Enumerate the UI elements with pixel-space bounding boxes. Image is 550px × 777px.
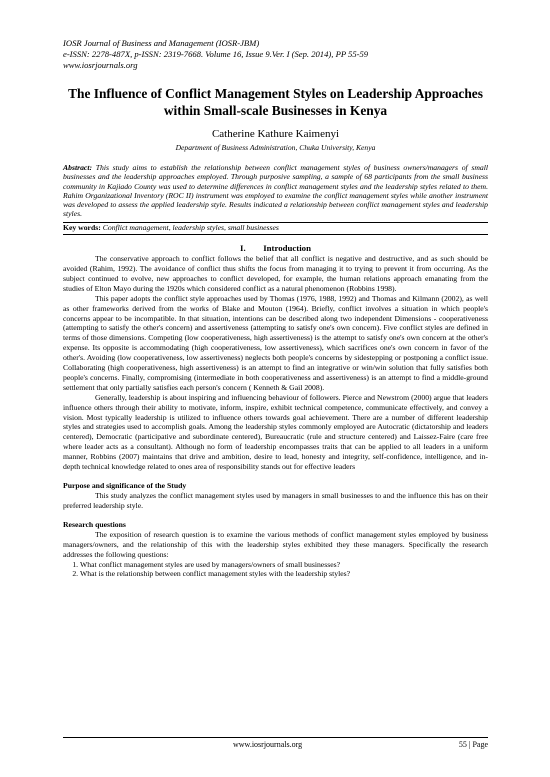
footer-url[interactable]: www.iosrjournals.org	[233, 740, 303, 749]
research-questions-paragraph: The exposition of research question is to examine the various methods of conflict management styles employed by business managers/owners, and the relationship of this with the leadership styles exhibited they these managers. Specifically the research addresses the following questions:	[63, 529, 488, 559]
page-content	[63, 38, 488, 579]
journal-name: IOSR Journal of Business and Management (IOSR-JBM)	[63, 38, 260, 48]
abstract-label: Abstract:	[63, 163, 93, 172]
keywords	[63, 223, 488, 232]
keywords-label: Key words:	[63, 222, 101, 232]
purpose-paragraph: This study analyzes the conflict management styles used by managers in small businesses to and the influence this has on their preferred leadership style.	[63, 491, 488, 510]
abstract-text: This study aims to establish the relationship between conflict management styles of business owners/managers of small businesses and the leadership approaches employed. Through purposive sampling, a sample of 68 participants from the small business community in Kajiado County was used to determine differences in conflict management styles and the leadership styles related to them. Rahim Organizational Inventory (ROC II) instrument was employed to examine the conflict management styles while another instrument was developed to assess the applied leadership style. Results indicated a relationship between conflict management styles and leadership styles.	[63, 163, 488, 219]
keywords-text: Conflict management, leadership styles, small businesses	[100, 222, 279, 232]
keywords-divider	[63, 234, 488, 235]
journal-site[interactable]: www.iosrjournals.org	[63, 60, 138, 70]
journal-header	[63, 38, 488, 71]
author-affiliation: Department of Business Administration, Chuka University, Kenya	[175, 143, 376, 152]
journal-issn: e-ISSN: 2278-487X, p-ISSN: 2319-7668. Volume 16, Issue 9.Ver. I (Sep. 2014), PP 55-59	[63, 49, 369, 59]
page-footer	[63, 737, 488, 750]
section-heading-introduction: I. Introduction	[240, 243, 311, 254]
author-name: Catherine Kathure Kaimenyi	[211, 128, 340, 140]
intro-paragraph-2: This paper adopts the conflict style approaches used by Thomas (1976, 1988, 1992) and Thomas and Kilmann (2002), as well as other frameworks derived from the works of Blake and Mouton (1964). Briefly, conflict involves a situation in which people's concerns appear to be incompatible. In that situation, intentions can be described along two independent Dimensions - cooperativeness (attempting to satisfy the other's concern) and assertiveness (attempting to satisfy one's own concern). Five conflict styles are defined in terms of those dimensions. Competing (low cooperativeness, high assertiveness) is the attempt to satisfy one's own concern at the other's expense. Its opposite is accommodating (high cooperativeness, low assertiveness), which sacrifices one's own concern in favor of the other's. Avoiding (low cooperativeness, low assertiveness) neglects both people's concerns by sidestepping or postponing a conflict issue. Collaborating (high cooperativeness, high assertiveness) is an attempt to find an integrative or win/win solution that fully satisfies both people's concerns. Finally, compromising (intermediate in both cooperativeness and assertiveness) is an attempt to find a middle-ground settlement that only partially satisfies each person's concern ( Kenneth & Gail 2008).	[63, 293, 488, 392]
research-question-item: 2. What is the relationship between conflict management styles with the leadership styles?	[80, 569, 488, 579]
purpose-heading: Purpose and significance of the Study	[63, 481, 187, 491]
footer-page-number: 55 | Page	[458, 740, 488, 749]
paper-title: The Influence of Conflict Management Styles on Leadership Approaches within Small-scale Businesses in Kenya	[68, 86, 483, 118]
research-questions-list	[63, 560, 488, 580]
intro-paragraph-1: The conservative approach to conflict follows the belief that all conflict is negative and destructive, and as such should be avoided (Rahim, 1992). The avoidance of conflict thus shifts the focus from managing it to trying to prevent it from occurring. As the subject continued to evolve, new approaches to conflict developed, for example, the human relations approach emanating from the studies of Elton Mayo during the 1920s which considered conflict as a natural phenomenon (Robbins 1998).	[63, 254, 488, 293]
intro-paragraph-3: Generally, leadership is about inspiring and influencing behaviour of followers. Pierce and Newstrom (2000) argue that leaders influence others through their ability to motivate, inform, inspire, exhibit technical competence, communicate effectively, and convey a vision. Most typically leadership is utilized to influence others towards goal achievement. There are a number of different leadership styles and strategies used to accomplish goals. Among the leadership styles commonly employed are Autocratic (dictatorship and leaders centered), Democratic (participative and subordinate centered), Bureaucratic (rule and structure centered) and Laissez-Faire (care free where leader acts as a consultant). Although no form of leadership encompasses traits that can be applied to all leaders in a uniform manner, Robbins (2007) maintains that drive and ambition, desire to lead, honesty and integrity, self-confidence, intelligence, and in-depth technical knowledge related to ones area of responsibility stands out for effective leaders	[63, 392, 488, 472]
research-questions-body	[63, 530, 488, 560]
research-question-item: 1. What conflict management styles are used by managers/owners of small businesses?	[80, 560, 488, 570]
purpose-body	[63, 491, 488, 511]
research-questions-heading: Research questions	[63, 519, 126, 529]
introduction-body	[63, 254, 488, 472]
abstract	[63, 163, 488, 223]
